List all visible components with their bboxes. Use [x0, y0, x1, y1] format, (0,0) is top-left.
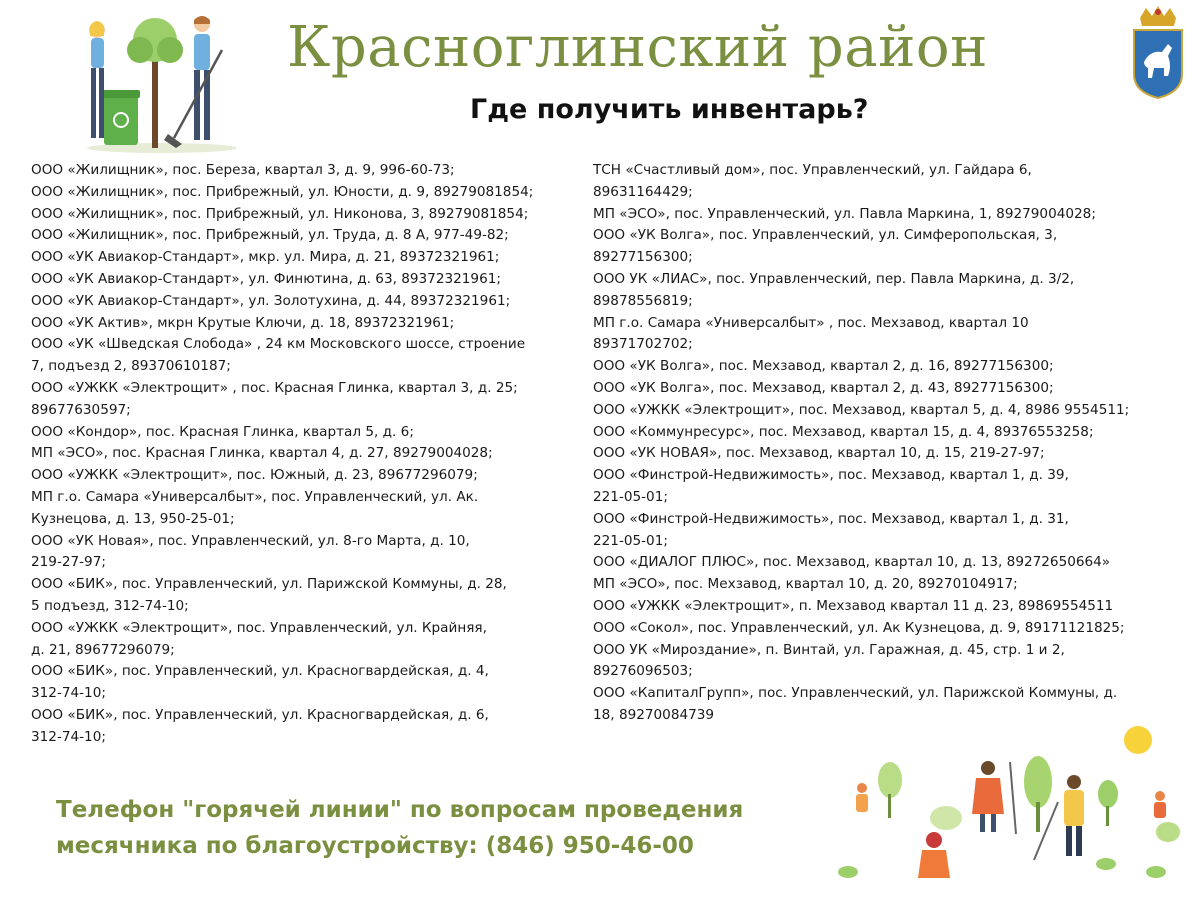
page-subtitle: Где получить инвентарь? [470, 94, 869, 125]
right-address-entry [593, 618, 1129, 640]
right-address-entry-line: 89631164429; [593, 183, 693, 200]
volunteers-cleanup-illustration [82, 10, 242, 155]
left-address-entry [31, 334, 533, 378]
left-address-entry [31, 269, 533, 291]
right-address-entry-line: МП «ЭСО», пос. Мехзавод, квартал 10, д. 20, 89270104917; [593, 576, 1018, 593]
right-address-entry [593, 509, 1129, 553]
left-address-entry-line: 312-74-10; [31, 685, 106, 702]
left-address-entry-line: ООО «УК Актив», мкрн Крутые Ключи, д. 18, 89372321961; [31, 314, 455, 331]
left-address-entry-line: ООО «БИК», пос. Управленческий, ул. Красногвардейская, д. 4, [31, 663, 489, 680]
left-address-entry [31, 225, 533, 247]
right-address-entry-line: ООО УК «ЛИАС», пос. Управленческий, пер. Павла Маркина, д. 3/2, [593, 270, 1075, 287]
right-address-entry-line: МП «ЭСО», пос. Управленческий, ул. Павла Маркина, 1, 89279004028; [593, 205, 1096, 222]
right-address-entry-line: ООО «УЖКК «Электрощит», пос. Мехзавод, квартал 5, д. 4, 8986 9554511; [593, 401, 1130, 418]
left-address-entry [31, 705, 533, 749]
left-address-entry-line: ООО «УК Авиакор-Стандарт», ул. Золотухина, д. 44, 89372321961; [31, 292, 511, 309]
right-address-entry-line: ООО «УК Волга», пос. Управленческий, ул. Симферопольская, 3, [593, 227, 1058, 244]
right-address-entry-line: ООО УК «Мироздание», п. Винтай, ул. Гаражная, д. 45, стр. 1 и 2, [593, 641, 1065, 658]
right-address-entry [593, 378, 1129, 400]
left-address-entry-line: ООО «УЖКК «Электрощит», пос. Управленческий, ул. Крайняя, [31, 619, 487, 636]
right-address-entry [593, 683, 1129, 727]
left-address-entry-line: ООО «Жилищник», пос. Прибрежный, ул. Юности, д. 9, 89279081854; [31, 183, 534, 200]
left-address-entry [31, 661, 533, 705]
right-address-entry-line: ООО «ДИАЛОГ ПЛЮС», пос. Мехзавод, квартал 10, д. 13, 89272650664» [593, 554, 1111, 571]
left-address-entry-line: 89677630597; [31, 401, 131, 418]
left-address-entry [31, 422, 533, 444]
left-address-entry-line: 312-74-10; [31, 728, 106, 745]
left-address-entry-line: 7, подъезд 2, 89370610187; [31, 358, 231, 375]
right-address-entry-line: ООО «Коммунресурс», пос. Мехзавод, квартал 15, д. 4, 89376553258; [593, 423, 1094, 440]
hotline-notice [56, 792, 743, 864]
left-address-entry [31, 291, 533, 313]
left-address-entry-line: д. 21, 89677296079; [31, 641, 175, 658]
right-address-entry-line: ООО «Финстрой-Недвижимость», пос. Мехзавод, квартал 1, д. 39, [593, 467, 1069, 484]
right-address-entry-line: 89878556819; [593, 292, 693, 309]
right-address-entry-line: 89371702702; [593, 336, 693, 353]
left-address-entry [31, 443, 533, 465]
right-address-entry-line: ООО «УЖКК «Электрощит», п. Мехзавод квартал 11 д. 23, 89869554511 [593, 597, 1114, 614]
left-address-entry-line: ООО «УЖКК «Электрощит», пос. Южный, д. 23, 89677296079; [31, 467, 478, 484]
hotline-line-2: месячника по благоустройству: (846) 950-46-00 [56, 833, 694, 859]
page-title: Красноглинский район [287, 15, 988, 80]
left-address-entry [31, 313, 533, 335]
left-address-entry-line: ООО «УК «Шведская Слобода» , 24 км Московского шоссе, строение [31, 336, 526, 353]
right-address-entry [593, 596, 1129, 618]
right-address-entry [593, 204, 1129, 226]
left-address-entry [31, 204, 533, 226]
left-address-entry-line: ООО «УК Авиакор-Стандарт», ул. Финютина, д. 63, 89372321961; [31, 270, 501, 287]
left-address-entry [31, 160, 533, 182]
left-address-entry-line: ООО «Кондор», пос. Красная Глинка, квартал 5, д. 6; [31, 423, 414, 440]
right-address-entry-line: 89277156300; [593, 249, 693, 266]
right-address-entry-line: 18, 89270084739 [593, 706, 715, 723]
right-address-entry [593, 552, 1129, 574]
right-address-entry-line: ООО «УК НОВАЯ», пос. Мехзавод, квартал 10, д. 15, 219-27-97; [593, 445, 1045, 462]
right-address-entry-line: МП г.о. Самара «Универсалбыт» , пос. Мехзавод, квартал 10 [593, 314, 1029, 331]
right-address-entry-line: 89276096503; [593, 663, 693, 680]
left-address-entry-line: МП г.о. Самара «Универсалбыт», пос. Управленческий, ул. Ак. [31, 488, 479, 505]
right-address-entry [593, 313, 1129, 357]
right-address-entry [593, 422, 1129, 444]
left-address-entry-line: ООО «УЖКК «Электрощит» , пос. Красная Глинка, квартал 3, д. 25; [31, 379, 518, 396]
left-address-entry [31, 574, 533, 618]
right-address-entry-line: ООО «УК Волга», пос. Мехзавод, квартал 2, д. 16, 89277156300; [593, 358, 1054, 375]
right-address-entry [593, 269, 1129, 313]
left-address-entry [31, 247, 533, 269]
left-address-list [31, 160, 533, 749]
left-address-entry-line: ООО «БИК», пос. Управленческий, ул. Парижской Коммуны, д. 28, [31, 576, 507, 593]
right-address-entry [593, 640, 1129, 684]
right-address-entry [593, 443, 1129, 465]
right-address-entry [593, 225, 1129, 269]
right-address-entry-line: ООО «Финстрой-Недвижимость», пос. Мехзавод, квартал 1, д. 31, [593, 510, 1069, 527]
left-address-entry [31, 465, 533, 487]
left-address-entry [31, 182, 533, 204]
samara-coat-of-arms-emblem [1128, 4, 1188, 100]
left-address-entry-line: 5 подъезд, 312-74-10; [31, 597, 189, 614]
left-address-entry-line: ООО «Жилищник», пос. Прибрежный, ул. Никонова, 3, 89279081854; [31, 205, 529, 222]
park-cleanup-illustration [838, 722, 1194, 894]
right-address-entry-line: ООО «УК Волга», пос. Мехзавод, квартал 2, д. 43, 89277156300; [593, 379, 1054, 396]
left-address-entry-line: ООО «БИК», пос. Управленческий, ул. Красногвардейская, д. 6, [31, 706, 489, 723]
left-address-entry-line: МП «ЭСО», пос. Красная Глинка, квартал 4, д. 27, 89279004028; [31, 445, 493, 462]
left-address-entry [31, 378, 533, 422]
right-address-entry-line: 221-05-01; [593, 532, 668, 549]
left-address-entry-line: 219-27-97; [31, 554, 106, 571]
right-address-entry [593, 356, 1129, 378]
left-address-entry-line: ООО «Жилищник», пос. Береза, квартал 3, д. 9, 996-60-73; [31, 162, 455, 178]
right-address-entry [593, 160, 1129, 204]
left-address-entry-line: ООО «УК Новая», пос. Управленческий, ул. 8-го Марта, д. 10, [31, 532, 470, 549]
right-address-entry-line: ООО «Сокол», пос. Управленческий, ул. Ак Кузнецова, д. 9, 89171121825; [593, 619, 1125, 636]
right-address-entry-line: ООО «КапиталГрупп», пос. Управленческий, ул. Парижской Коммуны, д. [593, 685, 1118, 702]
right-address-entry-line: ТСН «Счастливый дом», пос. Управленческий, ул. Гайдара 6, [593, 162, 1032, 178]
left-address-entry-line: ООО «УК Авиакор-Стандарт», мкр. ул. Мира, д. 21, 89372321961; [31, 249, 500, 266]
right-address-entry [593, 400, 1129, 422]
left-address-entry-line: Кузнецова, д. 13, 950-25-01; [31, 510, 235, 527]
hotline-line-1: Телефон "горячей линии" по вопросам проведения [56, 797, 744, 823]
left-address-entry [31, 618, 533, 662]
left-address-entry [31, 487, 533, 531]
left-address-entry [31, 531, 533, 575]
left-address-entry-line: ООО «Жилищник», пос. Прибрежный, ул. Труда, д. 8 А, 977-49-82; [31, 227, 509, 244]
right-address-list [593, 160, 1129, 727]
right-address-entry [593, 574, 1129, 596]
right-address-entry [593, 465, 1129, 509]
right-address-entry-line: 221-05-01; [593, 488, 668, 505]
